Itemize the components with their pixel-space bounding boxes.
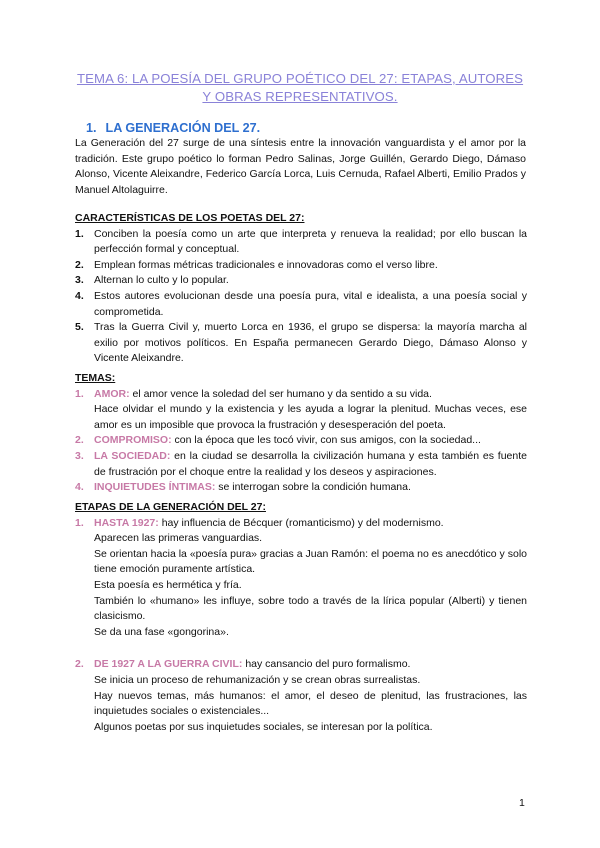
item-text: el amor vence la soledad del ser humano y da sentido a su vida. bbox=[132, 387, 432, 400]
item-line: Se da una fase «gongorina». bbox=[94, 625, 229, 638]
caracteristicas-title: CARACTERÍSTICAS DE LOS POETAS DEL 27: bbox=[75, 212, 305, 224]
list-item bbox=[75, 227, 527, 258]
etapas-list bbox=[75, 516, 527, 736]
temas-section bbox=[75, 371, 527, 496]
document-title bbox=[60, 70, 540, 106]
item-label: LA SOCIEDAD: bbox=[94, 449, 171, 462]
item-text: Estos autores evolucionan desde una poesía pura, vital e idealista, a una poesía social y comprometida. bbox=[94, 289, 527, 318]
item-label: INQUIETUDES ÍNTIMAS: bbox=[94, 481, 216, 494]
temas-title: TEMAS: bbox=[75, 372, 116, 384]
item-line: Hay nuevos temas, más humanos: el amor, el deseo de plenitud, las frustraciones, las inquietudes sociales o existenciales... bbox=[94, 689, 527, 718]
item-text: Conciben la poesía como un arte que interpreta y renueva la realidad; por ello buscan la perfección formal y conceptual. bbox=[94, 227, 527, 256]
item-extra: Hace olvidar el mundo y la existencia y les ayuda a lograr la plenitud. Muchas veces, ese amor es un imposible que provoca la frustración y desesperación del poeta. bbox=[94, 403, 527, 431]
item-text: hay cansancio del puro formalismo. bbox=[245, 658, 411, 671]
list-item bbox=[75, 433, 527, 449]
item-number: 3. bbox=[75, 274, 84, 287]
item-text: Tras la Guerra Civil y, muerto Lorca en 1936, el grupo se dispersa: la mayoría marcha al exilio por motivos políticos. En España permanecen Gerardo Diego, Dámaso Alonso y Vicente Aleixandre. bbox=[94, 321, 527, 365]
section-heading-text: LA GENERACIÓN DEL 27. bbox=[105, 121, 261, 135]
caracteristicas-list bbox=[75, 227, 527, 367]
list-item bbox=[75, 258, 527, 274]
item-number: 2. bbox=[75, 658, 84, 671]
item-number: 4. bbox=[75, 481, 84, 494]
item-line: Se inicia un proceso de rehumanización y se crean obras surrealistas. bbox=[94, 673, 421, 686]
item-text: hay influencia de Bécquer (romanticismo) y del modernismo. bbox=[161, 516, 444, 529]
item-number: 4. bbox=[75, 289, 84, 302]
item-label: HASTA 1927: bbox=[94, 516, 159, 529]
caracteristicas-section bbox=[75, 211, 527, 367]
list-item bbox=[75, 320, 527, 367]
item-text: Alternan lo culto y lo popular. bbox=[94, 274, 229, 287]
intro-paragraph: La Generación del 27 surge de una síntesis entre la innovación vanguardista y el amor por la tradición. Este grupo poético lo forman Pedro Salinas, Jorge Guillén, Gerardo Diego, Dámaso Alonso, Vicente Aleixandre, Federico García Lorca, Luis Cernuda, Rafael Alberti, Emilio Prados y Manuel Altolaguirre. bbox=[75, 137, 526, 196]
section-number: 1. bbox=[86, 121, 97, 135]
title-line-2: Y OBRAS REPRESENTATIVOS. bbox=[202, 89, 398, 104]
title-line-1: TEMA 6: LA POESÍA DEL GRUPO POÉTICO DEL 27: ETAPAS, AUTORES bbox=[76, 71, 524, 86]
item-number: 1. bbox=[75, 516, 84, 529]
item-line: También lo «humano» les influye, sobre todo a través de la lírica popular (Alberti) y tienen clasicismo. bbox=[94, 594, 527, 623]
temas-list bbox=[75, 387, 527, 496]
list-item bbox=[75, 449, 527, 480]
list-item bbox=[75, 480, 527, 496]
item-number: 3. bbox=[75, 449, 84, 462]
item-line: Se orientan hacia la «poesía pura» gracias a Juan Ramón: el poema no es anecdótico y solo tiene emoción puramente artística. bbox=[94, 547, 527, 576]
section-heading bbox=[86, 121, 260, 135]
item-line: Esta poesía es hermética y fría. bbox=[94, 578, 242, 591]
etapas-section bbox=[75, 500, 527, 735]
page-number: 1 bbox=[519, 797, 525, 809]
item-number: 2. bbox=[75, 258, 84, 271]
item-text: se interrogan sobre la condición humana. bbox=[218, 481, 411, 494]
list-item bbox=[75, 516, 527, 641]
item-line: Aparecen las primeras vanguardias. bbox=[94, 532, 263, 545]
item-label: AMOR: bbox=[94, 387, 130, 400]
item-number: 5. bbox=[75, 321, 84, 334]
list-item bbox=[75, 387, 527, 434]
item-text: con la época que les tocó vivir, con sus amigos, con la sociedad... bbox=[174, 434, 481, 447]
list-item bbox=[75, 289, 527, 320]
item-line: Algunos poetas por sus inquietudes sociales, se interesan por la política. bbox=[94, 720, 433, 733]
item-number: 1. bbox=[75, 387, 84, 400]
item-label: DE 1927 A LA GUERRA CIVIL: bbox=[94, 658, 243, 671]
item-label: COMPROMISO: bbox=[94, 434, 172, 447]
list-spacer bbox=[75, 640, 527, 657]
list-item bbox=[75, 273, 527, 289]
item-number: 2. bbox=[75, 434, 84, 447]
item-text: en la ciudad se desarrolla la civilización humana y esta también es fuente de frustración por el choque entre la realidad y los deseos y aspiraciones. bbox=[94, 449, 527, 478]
item-text: Emplean formas métricas tradicionales e innovadoras como el verso libre. bbox=[94, 258, 438, 271]
item-number: 1. bbox=[75, 227, 84, 240]
etapas-title: ETAPAS DE LA GENERACIÓN DEL 27: bbox=[75, 501, 266, 513]
list-item bbox=[75, 657, 527, 735]
